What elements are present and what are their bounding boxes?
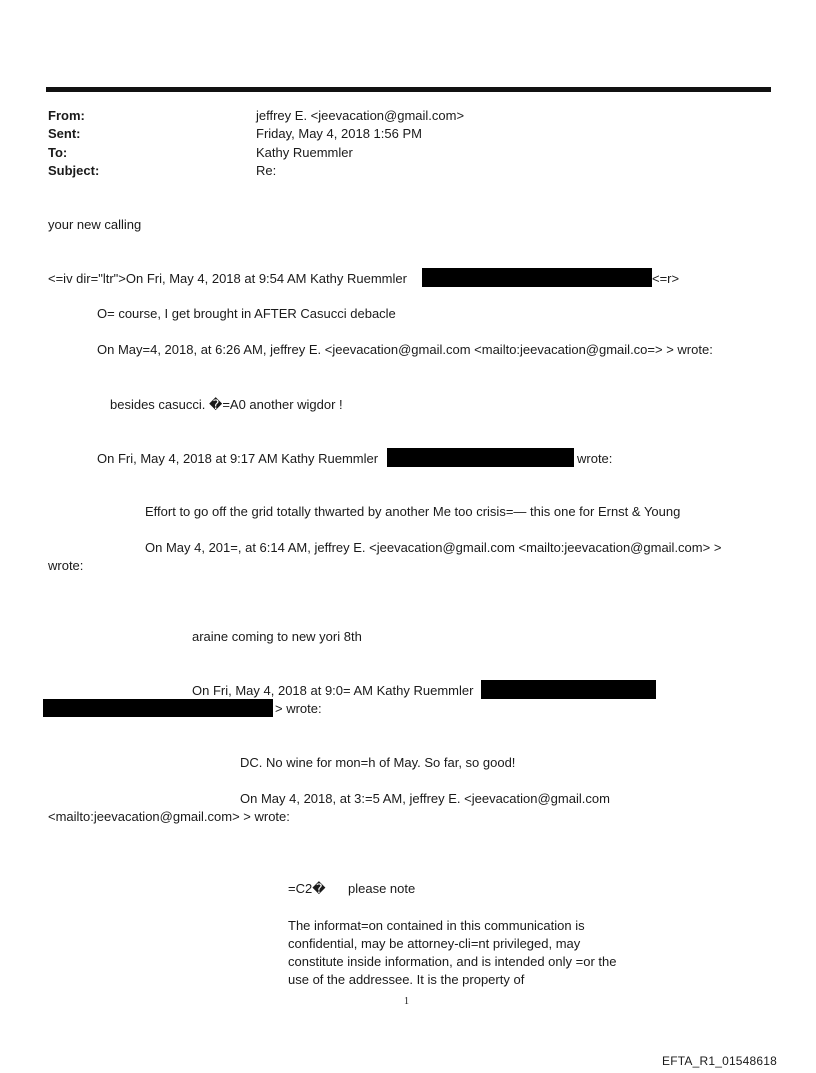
to-value: Kathy Ruemmler xyxy=(256,145,353,160)
quoted-message-6: please note xyxy=(348,881,416,896)
sent-label: Sent: xyxy=(48,126,81,141)
confidentiality-disclaimer: The informat=on contained in this communication is confidential, may be attorney-cli=nt privileged, may constitute inside information, and is intended only =or the use of the addressee. It is the property of xyxy=(288,918,617,987)
document-id: EFTA_R1_01548618 xyxy=(662,1054,778,1068)
quote-header-6: On May 4, 2018, at 3:=5 AM, jeffrey E. <jeevacation@gmail.com xyxy=(240,791,610,806)
redaction-box-2 xyxy=(387,448,574,467)
quote-header-1: <=iv dir="ltr">On Fri, May 4, 2018 at 9:54 AM Kathy Ruemmler xyxy=(48,271,407,286)
quote-header-2: On May=4, 2018, at 6:26 AM, jeffrey E. <jeevacation@gmail.com <mailto:jeevacation@gmail.co=> > wrote: xyxy=(97,342,713,357)
encoded-glyph: =C2� xyxy=(288,881,326,896)
quoted-message-2: besides casucci. �=A0 another wigdor ! xyxy=(110,397,343,412)
header-rule xyxy=(46,87,771,92)
quoted-message-5: DC. No wine for mon=h of May. So far, so good! xyxy=(240,755,516,770)
quote-header-4-cont: wrote: xyxy=(48,558,84,573)
sent-value: Friday, May 4, 2018 1:56 PM xyxy=(256,126,422,141)
quote-header-5: On Fri, May 4, 2018 at 9:0= AM Kathy Ruemmler xyxy=(192,683,474,698)
from-label: From: xyxy=(48,108,85,123)
quoted-message-4: araine coming to new yori 8th xyxy=(192,629,362,644)
quoted-message-1: O= course, I get brought in AFTER Casucci debacle xyxy=(97,306,396,321)
from-value: jeffrey E. <jeevacation@gmail.com> xyxy=(256,108,465,123)
quote-header-6-cont: <mailto:jeevacation@gmail.com> > wrote: xyxy=(48,809,290,824)
quoted-message-3: Effort to go off the grid totally thwarted by another Me too crisis=— this one for Ernst & Young xyxy=(145,504,681,519)
quote-header-5-suffix: > wrote: xyxy=(275,701,322,716)
redaction-box-3 xyxy=(481,680,656,699)
reply-text: your new calling xyxy=(48,217,142,232)
to-label: To: xyxy=(48,145,68,160)
page-number: 1 xyxy=(404,996,409,1007)
subject-value: Re: xyxy=(256,163,277,178)
quote-header-4: On May 4, 201=, at 6:14 AM, jeffrey E. <jeevacation@gmail.com <mailto:jeevacation@gmail.com> > xyxy=(145,540,722,555)
quote-header-3: On Fri, May 4, 2018 at 9:17 AM Kathy Ruemmler xyxy=(97,451,379,466)
redaction-box-4 xyxy=(43,699,273,717)
subject-label: Subject: xyxy=(48,163,100,178)
quote-header-1-suffix: <=r> xyxy=(652,271,680,286)
quote-header-3-suffix: wrote: xyxy=(577,451,613,466)
redaction-box-1 xyxy=(422,268,652,287)
